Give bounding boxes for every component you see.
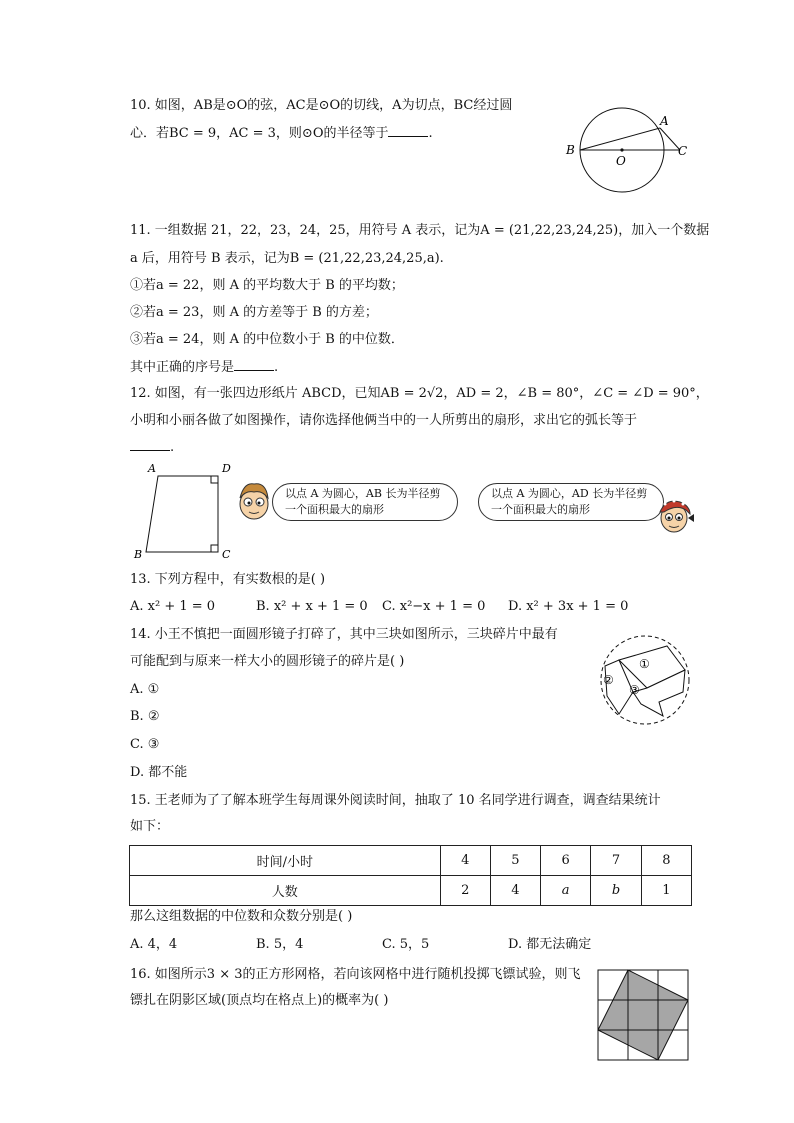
table-cell: 8: [641, 846, 691, 876]
table-header: 人数: [130, 876, 441, 906]
q14-option-c: C. ③: [130, 737, 160, 752]
q11-statement-3: ③若a = 24，则 A 的中位数小于 B 的中位数．: [130, 332, 404, 347]
q14-option-d: D. 都不能: [130, 765, 188, 780]
q15-option-a: A. 4，4: [130, 937, 178, 952]
q14-option-b: B. ②: [130, 709, 160, 724]
q10-circle-figure: [562, 104, 692, 198]
table-cell: 4: [490, 876, 540, 906]
speech-bubble-xiaoming: 以点 A 为圆心，AB 长为半径剪一个面积最大的扇形: [272, 483, 458, 521]
table-cell: 4: [440, 846, 490, 876]
q13-option-c: C. x²−x + 1 = 0: [382, 599, 486, 614]
q12-line2: 小明和小丽各做了如图操作，请你选择他俩当中的一人所剪出的扇形，求出它的弧长等于: [130, 413, 638, 428]
label-C: C: [678, 144, 688, 158]
table-cell: b: [591, 876, 641, 906]
q15-stats-table: [129, 845, 692, 906]
q11-statement-1: ①若a = 22，则 A 的平均数大于 B 的平均数；: [130, 278, 404, 293]
q15-line2: 如下：: [130, 819, 170, 834]
fragment-1-label: ①: [639, 657, 650, 671]
q12-line3: .: [130, 438, 174, 457]
q13-stem: 13. 下列方程中，有实数根的是( ): [130, 572, 326, 587]
girl-cartoon-icon: [656, 496, 696, 536]
table-cell: a: [541, 876, 591, 906]
label-O: O: [616, 154, 626, 168]
fragment-2-label: ②: [603, 673, 614, 687]
answer-blank: [234, 358, 274, 371]
table-cell: 7: [591, 846, 641, 876]
q14-mirror-fragments-figure: [597, 632, 693, 728]
q14-option-a: A. ①: [130, 682, 160, 697]
table-row: [130, 876, 692, 906]
q10-line2: 心．若BC = 9，AC = 3，则⊙O的半径等于 .: [130, 126, 433, 141]
q11-ask: 其中正确的序号是 .: [130, 360, 279, 375]
q15-line1: 15. 王老师为了了解本班学生每周课外阅读时间，抽取了 10 名同学进行调查，调查结果统计: [130, 793, 661, 808]
table-cell: 2: [440, 876, 490, 906]
table-row: [130, 846, 692, 876]
q10-line1: 10. 如图，AB是⊙O的弦，AC是⊙O的切线，A为切点，BC经过圆: [130, 98, 513, 113]
q15-option-c: C. 5，5: [382, 937, 430, 952]
q14-line1: 14. 小王不慎把一面圆形镜子打碎了，其中三块如图所示，三块碎片中最有: [130, 627, 558, 642]
label-A: A: [148, 462, 156, 475]
q15-ask: 那么这组数据的中位数和众数分别是( ): [130, 909, 353, 924]
label-C: C: [222, 548, 231, 560]
table-cell: 6: [541, 846, 591, 876]
q16-line2: 镖扎在阴影区域(顶点均在格点上)的概率为( ): [130, 993, 389, 1008]
label-B: B: [134, 548, 143, 560]
q12-line1: 12. 如图，有一张四边形纸片 ABCD，已知AB = 2√2，AD = 2，∠B = 80°，∠C = ∠D = 90°，: [130, 386, 709, 401]
table-header: 时间/小时: [130, 846, 441, 876]
q11-line2: a 后，用符号 B 表示，记为B = (21,22,23,24,25,a).: [130, 251, 444, 266]
q12-quadrilateral-figure: [128, 460, 238, 560]
answer-blank: [388, 124, 428, 137]
label-D: D: [222, 462, 231, 475]
q11-line1: 11. 一组数据 21，22，23，24，25，用符号 A 表示，记为A = (21,22,23,24,25)，加入一个数据: [130, 223, 710, 238]
label-B: B: [566, 143, 575, 157]
answer-blank: [130, 438, 170, 451]
speech-bubble-xiaoli: 以点 A 为圆心，AD 长为半径剪一个面积最大的扇形: [478, 483, 664, 521]
boy-cartoon-icon: [236, 478, 272, 522]
q14-line2: 可能配到与原来一样大小的圆形镜子的碎片是( ): [130, 654, 405, 669]
q11-statement-2: ②若a = 23，则 A 的方差等于 B 的方差；: [130, 305, 378, 320]
q13-option-b: B. x² + x + 1 = 0: [256, 599, 368, 614]
table-cell: 1: [641, 876, 691, 906]
q13-option-a: A. x² + 1 = 0: [130, 599, 216, 614]
q15-option-d: D. 都无法确定: [508, 937, 592, 952]
q15-option-b: B. 5，4: [256, 937, 304, 952]
q16-grid-figure: [597, 969, 689, 1061]
label-A: A: [660, 114, 669, 128]
fragment-3-label: ③: [629, 683, 640, 697]
q13-option-d: D. x² + 3x + 1 = 0: [508, 599, 629, 614]
table-cell: 5: [490, 846, 540, 876]
q16-line1: 16. 如图所示3 × 3的正方形网格，若向该网格中进行随机投掷飞镖试验，则飞: [130, 967, 581, 982]
